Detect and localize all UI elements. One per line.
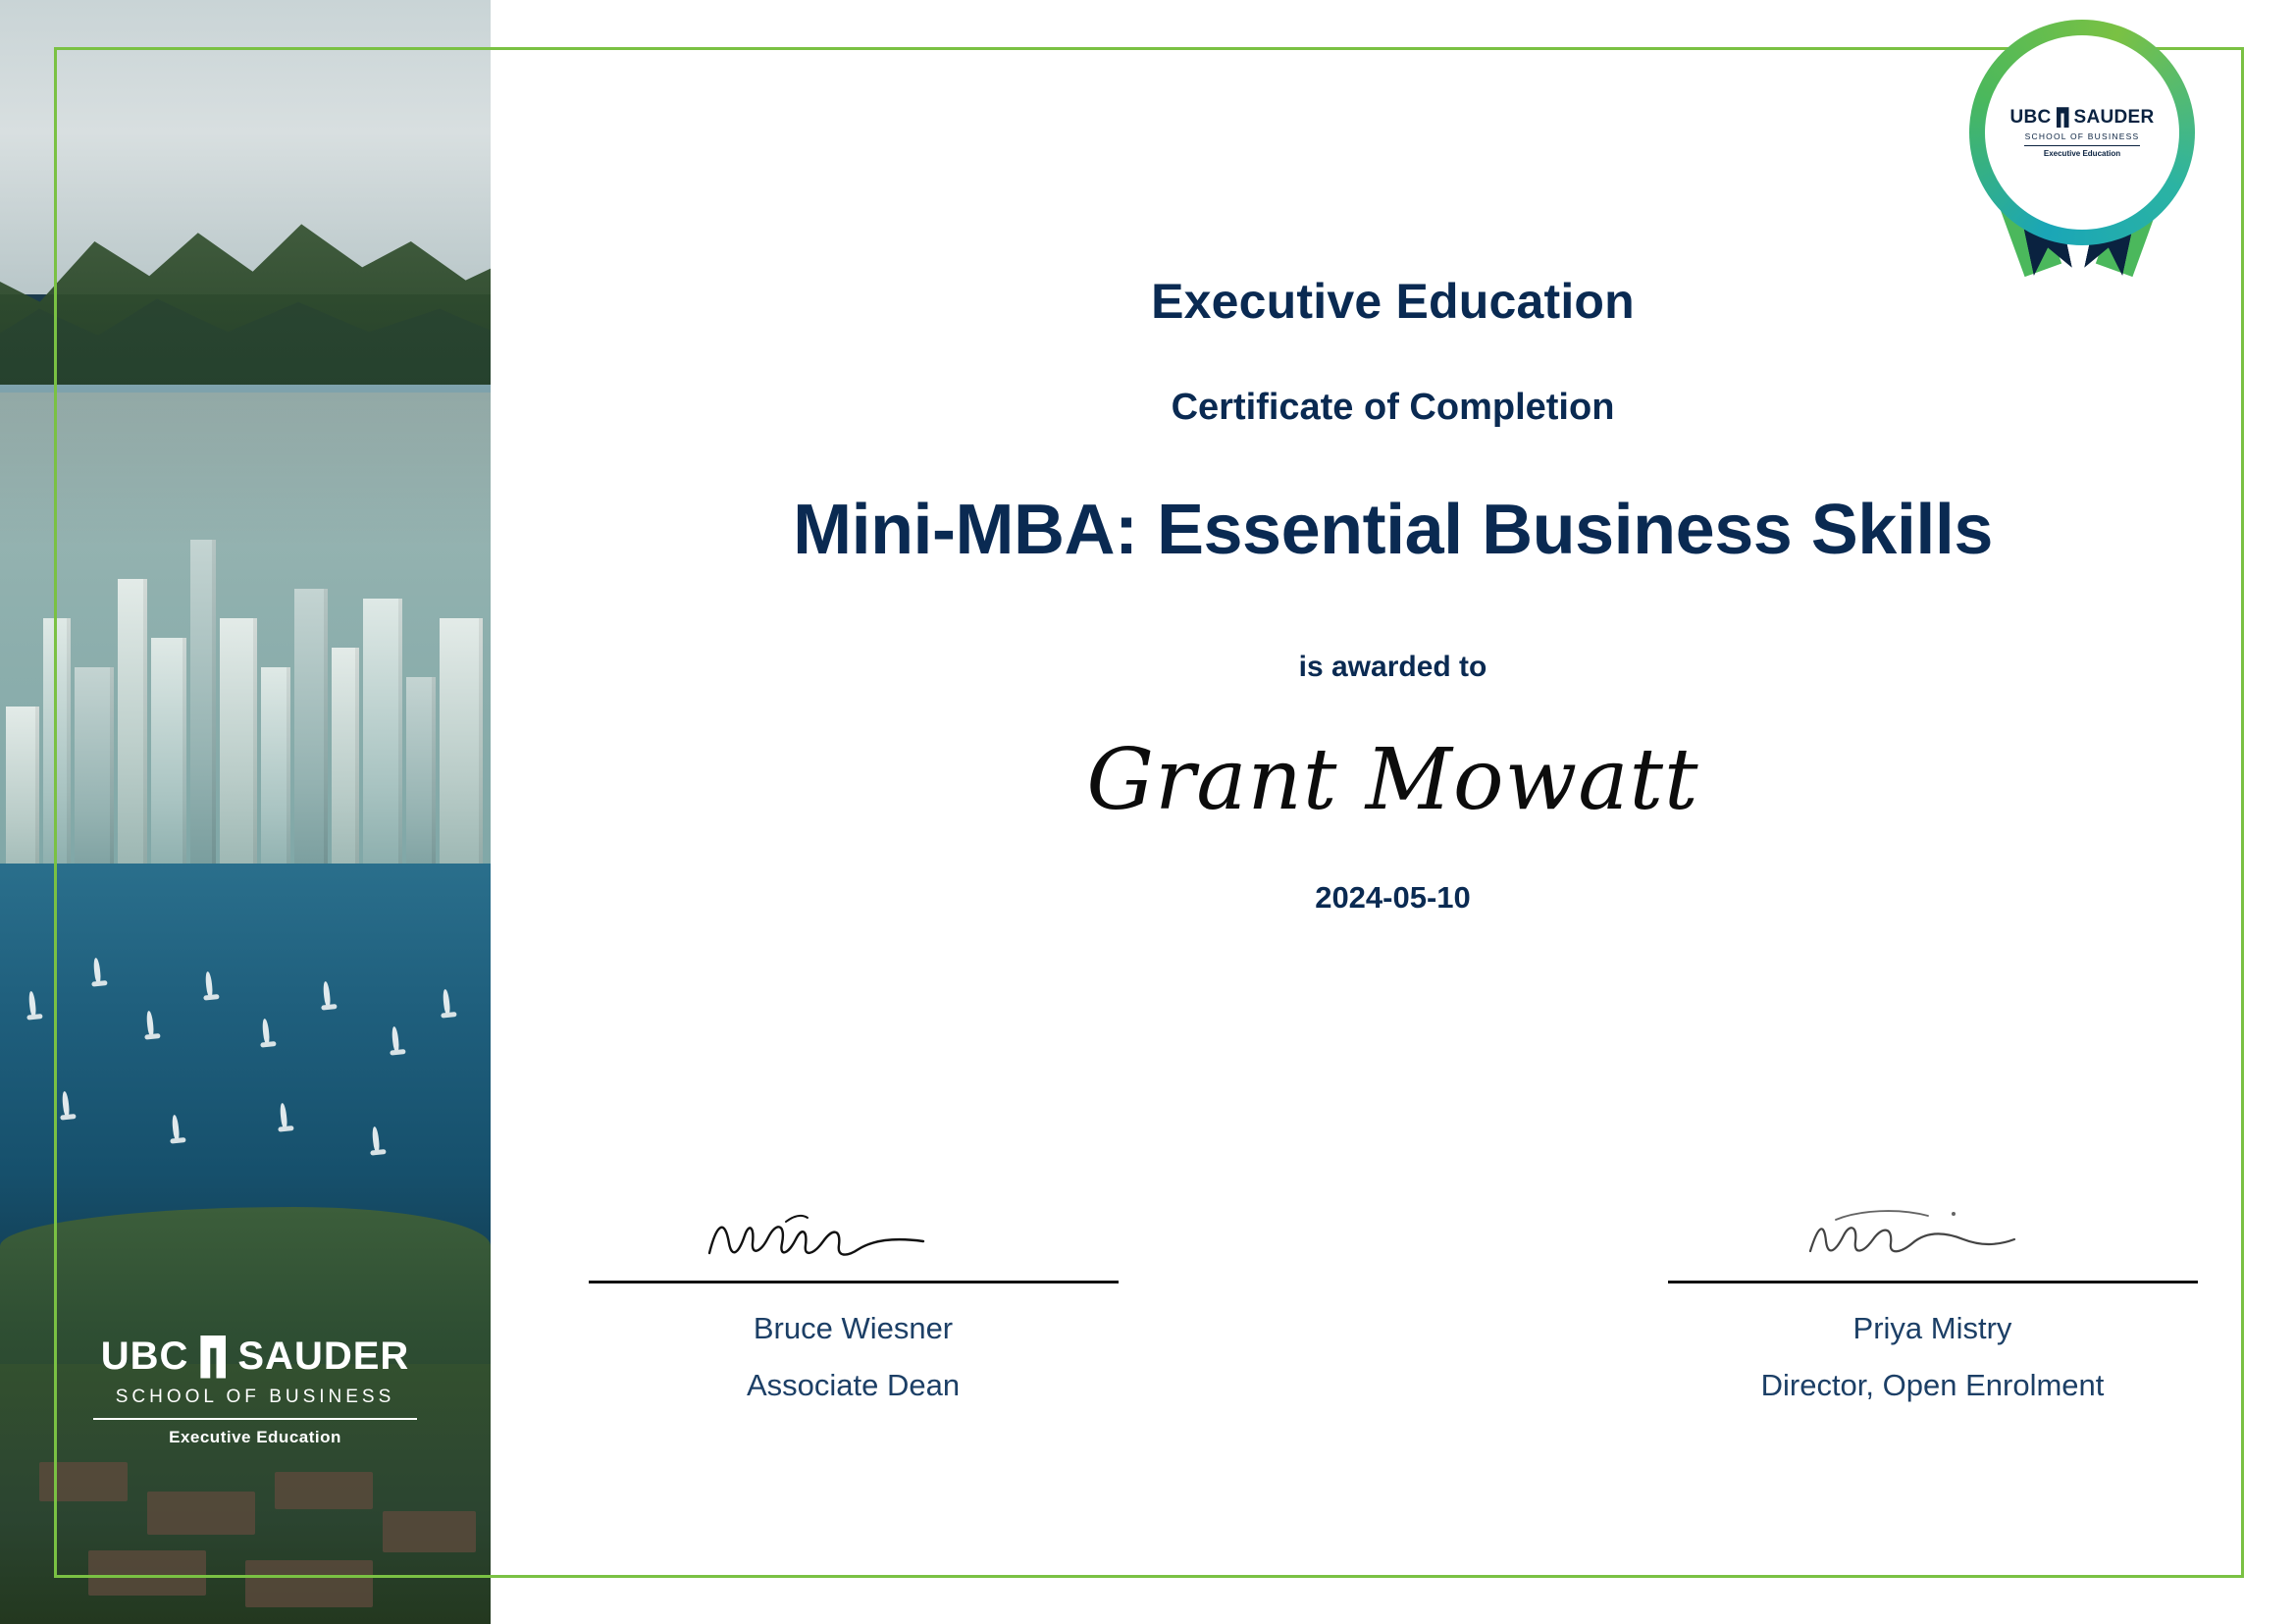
ubc-pillar-icon [200,1336,226,1379]
signatory-name: Priya Mistry [1852,1311,2012,1345]
course-title: Mini-MBA: Essential Business Skills [793,491,1993,569]
photo-city [0,393,491,913]
signatory-name: Bruce Wiesner [753,1311,954,1345]
photo-logo-divider [93,1418,417,1420]
seal-school-line: SCHOOL OF BUSINESS [2024,131,2140,141]
signature-line [1668,1281,2198,1283]
certificate-subtitle: Certificate of Completion [1171,387,1615,428]
photo-logo-ubc-text: UBC [100,1335,189,1378]
signature-mark-bruce-wiesner [589,1173,1119,1281]
photo-ubc-sauder-logo [93,1335,417,1447]
completion-date: 2024-05-10 [1315,880,1471,915]
signature-area [491,1173,2295,1403]
seal-ubc-text: UBC [2009,106,2052,128]
vancouver-skyline-photo [0,0,491,1624]
photo-logo-sauder-text: SAUDER [237,1335,410,1378]
signatory-role: Associate Dean [746,1368,961,1402]
photo-logo-school-line: SCHOOL OF BUSINESS [115,1387,395,1407]
awarded-label: is awarded to [1298,651,1487,683]
signatory-role: Director, Open Enrolment [1760,1368,2105,1402]
program-line: Executive Education [1151,274,1635,329]
signature-line [589,1281,1119,1283]
seal-unit-line: Executive Education [2043,149,2121,159]
signature-block-2 [1668,1173,2198,1403]
recipient-name: Grant Mowatt [1086,731,1699,829]
signature-block-1 [589,1173,1119,1403]
photo-logo-unit-line: Executive Education [169,1428,341,1446]
seal-sauder-text: SAUDER [2073,106,2155,128]
signature-mark-priya-mistry [1668,1173,2198,1281]
